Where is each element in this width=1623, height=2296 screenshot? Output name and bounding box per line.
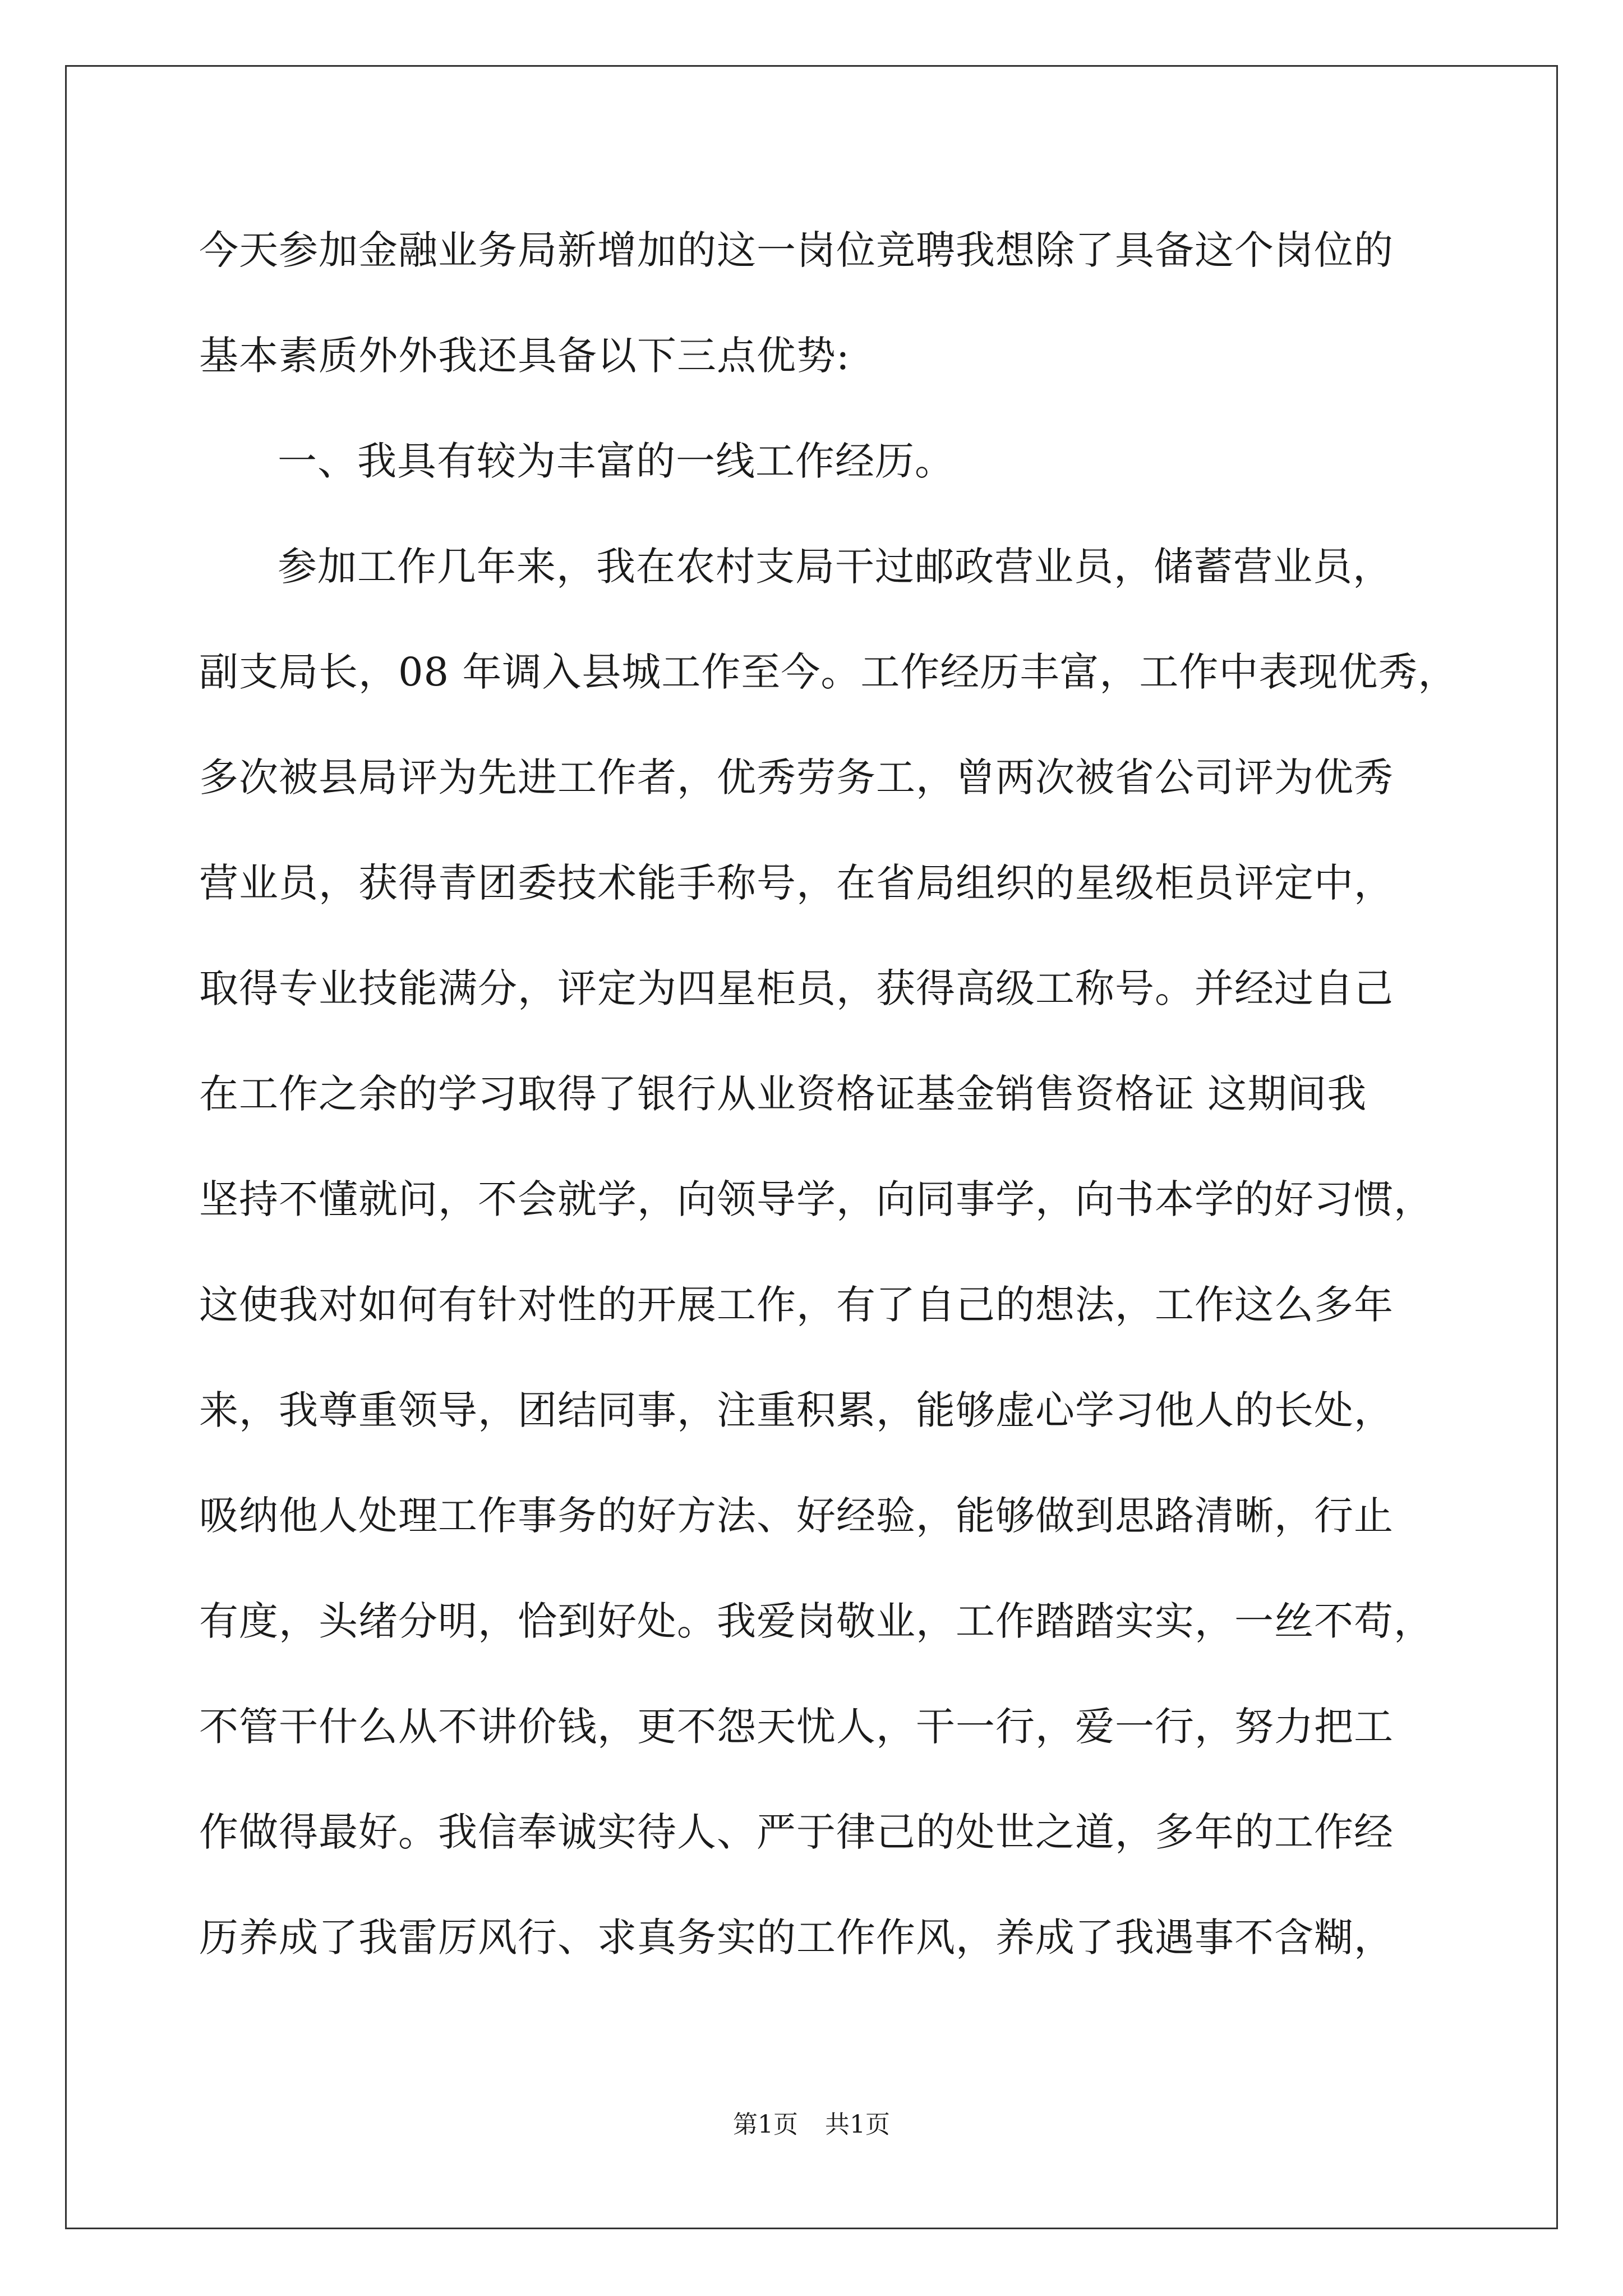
text-line: 参加工作几年来，我在农村支局干过邮政营业员，储蓄营业员， bbox=[278, 544, 1393, 590]
text-line: 来，我尊重领导，团结同事，注重积累，能够虚心学习他人的长处， bbox=[199, 1387, 1394, 1433]
text-line: 基本素质外外我还具备以下三点优势: bbox=[199, 333, 850, 379]
section-heading: 一、我具有较为丰富的一线工作经历。 bbox=[278, 438, 955, 484]
text-line: 取得专业技能满分，评定为四星柜员，获得高级工称号。并经过自己 bbox=[199, 965, 1394, 1011]
text-line: 多次被县局评为先进工作者，优秀劳务工，曾两次被省公司评为优秀 bbox=[199, 754, 1394, 800]
text-line: 有度，头绪分明，恰到好处。我爱岗敬业，工作踏踏实实，一丝不苟， bbox=[199, 1598, 1433, 1644]
page-number: 第1页 bbox=[733, 2110, 798, 2139]
text-line: 坚持不懂就问，不会就学，向领导学，向同事学，向书本学的好习惯， bbox=[199, 1176, 1433, 1222]
text-line: 作做得最好。我信奉诚实待人、严于律己的处世之道，多年的工作经 bbox=[199, 1809, 1394, 1855]
text-line: 吸纳他人处理工作事务的好方法、好经验，能够做到思路清晰，行止 bbox=[199, 1493, 1394, 1539]
page-footer bbox=[0, 2109, 1623, 2141]
text-line: 这使我对如何有针对性的开展工作，有了自己的想法，工作这么多年 bbox=[199, 1282, 1394, 1328]
text-line: 副支局长，08 年调入县城工作至今。工作经历丰富，工作中表现优秀， bbox=[199, 649, 1458, 695]
document-body bbox=[199, 223, 1458, 2016]
page-total: 共1页 bbox=[825, 2110, 890, 2139]
text-line: 营业员，获得青团委技术能手称号，在省局组织的星级柜员评定中， bbox=[199, 860, 1394, 906]
text-line: 不管干什么从不讲价钱，更不怨天忧人，干一行，爱一行，努力把工 bbox=[199, 1704, 1394, 1750]
text-line: 今天参加金融业务局新增加的这一岗位竞聘我想除了具备这个岗位的 bbox=[199, 227, 1394, 273]
text-line: 在工作之余的学习取得了银行从业资格证基金销售资格证 这期间我 bbox=[199, 1071, 1367, 1117]
text-line: 历养成了我雷厉风行、求真务实的工作作风，养成了我遇事不含糊， bbox=[199, 1915, 1394, 1961]
